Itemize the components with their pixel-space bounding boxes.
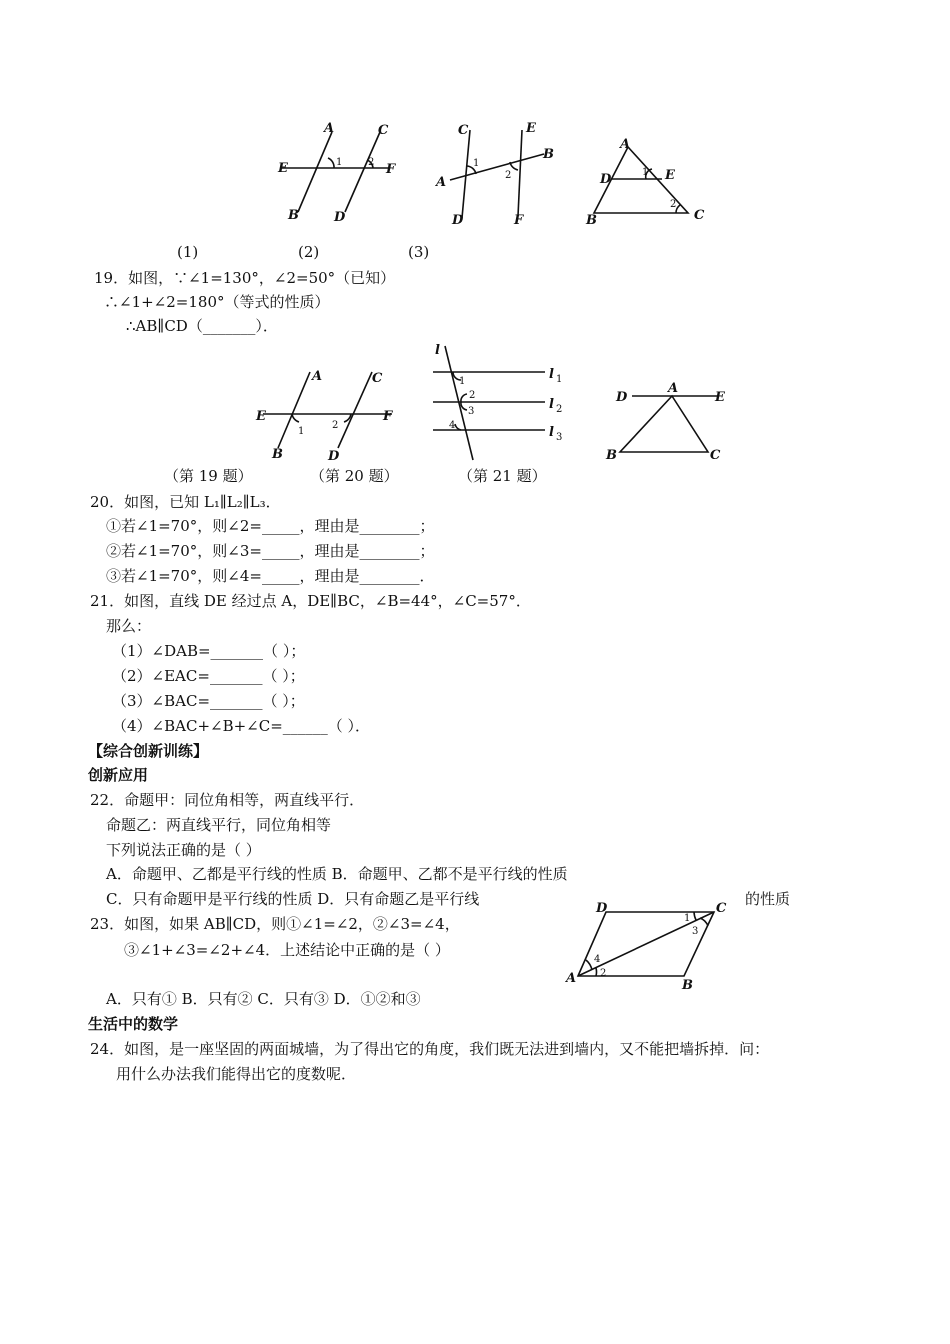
- q19-figure: [252, 362, 402, 462]
- svg-text:A: A: [312, 369, 323, 384]
- svg-text:1: 1: [642, 167, 649, 178]
- q23-options: A．只有① B．只有② C．只有③ D．①②和③: [106, 990, 421, 1008]
- q19-line2: ∴∠1+∠2=180°（等式的性质）: [104, 293, 330, 311]
- figure-caption-1: (1): [177, 243, 199, 261]
- svg-text:2: 2: [469, 390, 476, 401]
- svg-text:4: 4: [594, 954, 601, 965]
- svg-text:D: D: [452, 213, 464, 228]
- svg-text:E: E: [256, 409, 266, 424]
- q22-line2: 命题乙：两直线平行，同位角相等: [106, 816, 332, 834]
- svg-text:A: A: [668, 381, 679, 396]
- svg-text:C: C: [716, 901, 727, 916]
- q24-line2: 用什么办法我们能得出它的度数呢．: [116, 1065, 357, 1083]
- svg-text:A: A: [324, 121, 335, 136]
- q20-item-3: ③若∠1=70°，则∠4=_____，理由是________．: [106, 567, 435, 585]
- svg-text:E: E: [278, 161, 288, 176]
- q22-options-cd-tail: 的性质: [745, 890, 791, 908]
- svg-text:2: 2: [368, 157, 375, 168]
- svg-text:B: B: [543, 147, 554, 162]
- q20-item-1: ①若∠1=70°，则∠2=_____，理由是________；: [106, 517, 435, 535]
- svg-text:l: l: [549, 367, 554, 382]
- svg-text:D: D: [616, 390, 628, 405]
- q21-figure: [600, 380, 740, 465]
- q23-line1: 23．如图，如果 AB∥CD，则①∠1=∠2，②∠3=∠4，: [90, 915, 460, 933]
- figure-caption-3: (3): [408, 243, 430, 261]
- q20-figure: [425, 340, 575, 465]
- svg-text:D: D: [596, 901, 608, 916]
- svg-text:B: B: [682, 978, 693, 993]
- figure-caption-2: (2): [298, 243, 320, 261]
- q21-figure-caption: （第 21 题）: [458, 467, 547, 485]
- svg-text:1: 1: [473, 158, 480, 169]
- q24-line1: 24．如图，是一座坚固的两面城墙，为了得出它的角度，我们既无法进到墙内，又不能把墙拆掉．问：: [90, 1040, 770, 1058]
- q23-figure: [562, 896, 742, 996]
- svg-text:E: E: [715, 390, 725, 405]
- svg-text:l: l: [549, 397, 554, 412]
- figure-2-parallel-lines: [432, 118, 562, 228]
- svg-text:l: l: [435, 343, 440, 358]
- figure-3-triangle: [580, 135, 710, 235]
- svg-text:2: 2: [600, 968, 607, 979]
- svg-text:l: l: [549, 425, 554, 440]
- svg-text:C: C: [378, 123, 389, 138]
- svg-text:A: A: [566, 971, 577, 986]
- svg-text:1: 1: [556, 374, 563, 385]
- svg-text:B: B: [288, 208, 299, 223]
- svg-text:C: C: [710, 448, 721, 463]
- svg-text:D: D: [328, 449, 340, 464]
- svg-text:D: D: [334, 210, 346, 225]
- svg-text:E: E: [526, 121, 536, 136]
- svg-text:C: C: [372, 371, 383, 386]
- svg-text:B: B: [272, 447, 283, 462]
- svg-text:A: A: [620, 137, 631, 152]
- q19-line3: ∴AB∥CD（_______）．: [126, 317, 278, 335]
- svg-text:1: 1: [298, 426, 305, 437]
- svg-text:B: B: [606, 448, 617, 463]
- svg-text:F: F: [383, 409, 393, 424]
- q22-options-ab: A．命题甲、乙都是平行线的性质 B．命题甲、乙都不是平行线的性质: [106, 865, 568, 883]
- q21-stem: 21．如图，直线 DE 经过点 A，DE∥BC，∠B=44°，∠C=57°．: [90, 592, 531, 610]
- svg-text:E: E: [665, 168, 675, 183]
- q21-item-2: （2）∠EAC=_______（ ）；: [112, 667, 305, 685]
- section-title: 【综合创新训练】: [88, 742, 209, 760]
- svg-text:1: 1: [336, 157, 343, 168]
- q22-line3: 下列说法正确的是（ ）: [106, 841, 261, 859]
- svg-text:2: 2: [670, 199, 677, 210]
- figure-1-parallel-lines: [270, 120, 410, 230]
- svg-text:B: B: [586, 213, 597, 228]
- svg-text:D: D: [600, 172, 612, 187]
- q20-item-2: ②若∠1=70°，则∠3=_____，理由是________；: [106, 542, 435, 560]
- section-sub-life-math: 生活中的数学: [88, 1015, 179, 1033]
- svg-text:3: 3: [556, 432, 563, 443]
- q19-figure-caption: （第 19 题）: [164, 467, 253, 485]
- svg-text:C: C: [458, 123, 469, 138]
- svg-text:1: 1: [684, 913, 691, 924]
- q22-line1: 22．命题甲：同位角相等，两直线平行．: [90, 791, 365, 809]
- q22-options-cd: C．只有命题甲是平行线的性质 D．只有命题乙是平行线: [106, 890, 480, 908]
- svg-text:2: 2: [556, 404, 563, 415]
- section-sub-innovation: 创新应用: [88, 766, 149, 784]
- svg-text:2: 2: [505, 170, 512, 181]
- svg-text:3: 3: [468, 406, 475, 417]
- svg-text:3: 3: [692, 926, 699, 937]
- svg-text:C: C: [694, 208, 705, 223]
- q21-lead: 那么：: [106, 617, 152, 635]
- svg-text:A: A: [436, 175, 447, 190]
- q23-line2: ③∠1+∠3=∠2+∠4．上述结论中正确的是（ ）: [124, 941, 450, 959]
- q20-stem: 20．如图，已知 L₁∥L₂∥L₃．: [90, 493, 281, 511]
- q21-item-4: （4）∠BAC+∠B+∠C=______（ ）．: [112, 717, 371, 735]
- q19-line1: 19．如图，∵∠1=130°，∠2=50°（已知）: [94, 269, 396, 287]
- q21-item-1: （1）∠DAB=_______（ ）；: [112, 642, 306, 660]
- svg-text:2: 2: [332, 420, 339, 431]
- svg-text:F: F: [514, 213, 524, 228]
- q20-figure-caption: （第 20 题）: [310, 467, 399, 485]
- svg-text:F: F: [386, 162, 396, 177]
- svg-text:1: 1: [459, 376, 466, 387]
- svg-text:4: 4: [449, 420, 456, 431]
- q21-item-3: （3）∠BAC=_______（ ）；: [112, 692, 305, 710]
